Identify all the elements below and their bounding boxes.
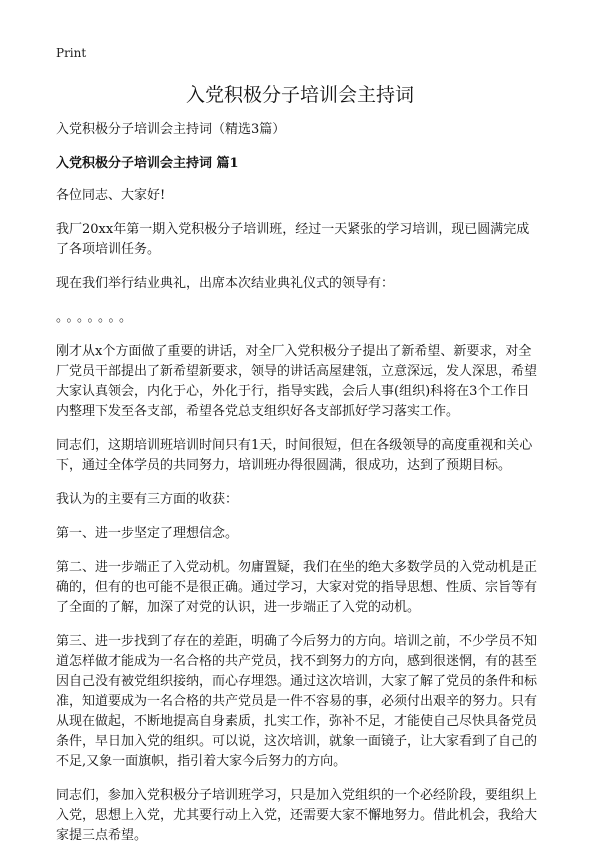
paragraph-speech: 刚才从x个方面做了重要的讲话，对全厂入党积极分子提出了新希望、新要求，对全厂党员干部提出了新希望新要求，领导的讲话高屋建瓴，立意深远，发人深思，希望大家认真领会，内化于心，外化于行，指导实践，会后人事(组织)科将在3个工作日内整理下发至各支部，希望各党总支组织好各支部抓好学习落实工作。 — [56, 344, 538, 419]
print-link[interactable]: Print — [56, 46, 87, 60]
document-body — [56, 120, 542, 860]
paragraph-gains-intro: 我认为的主要有三方面的收获： — [56, 492, 239, 507]
paragraph-closing: 同志们，参加入党积极分子培训班学习，只是加入党组织的一个必经阶段，要组织上入党，思想上入党，尤其要行动上入党，还需要大家不懈地努力。借此机会，我给大家提三点希望。 — [56, 788, 538, 843]
paragraph-greeting: 各位同志、大家好! — [56, 188, 166, 203]
paragraph-gain-2: 第二、进一步端正了入党动机。勿庸置疑，我们在坐的绝大多数学员的入党动机是正确的，但有的也可能不是很正确。通过学习，大家对党的指导思想、性质、宗旨等有了全面的了解，加深了对党的认识，进一步端正了入党的动机。 — [56, 560, 538, 615]
paragraph-gain-3: 第三、进一步找到了存在的差距，明确了今后努力的方向。培训之前，不少学员不知道怎样做才能成为一名合格的共产党员，找不到努力的方向，感到很迷惘，有的甚至因自己没有被党组织接纳，而心存埋怨。通过这次培训，大家了解了党员的条件和标准，知道要成为一名合格的共产党员是一件不容易的事，必须付出艰辛的努力。只有从现在做起，不断地提高自身素质，扎实工作，弥补不足，才能使自己尽快具备党员条件，早日加入党的组织。可以说，这次培训，就象一面镜子，让大家看到了自己的不足,又象一面旗帜，指引着大家今后努力的方向。 — [56, 634, 538, 769]
paragraph-placeholder-dots: 。。。。。。。 — [56, 310, 137, 325]
document-subtitle: 入党积极分子培训会主持词（精选3篇） — [56, 122, 286, 137]
paragraph-gain-1: 第一、进一步坚定了理想信念。 — [56, 526, 239, 541]
paragraph-training-summary: 同志们，这期培训班培训时间只有1天，时间很短，但在各级领导的高度重视和关心下，通过全体学员的共同努力，培训班办得很圆满，很成功，达到了预期目标。 — [56, 438, 533, 473]
document-title: 入党积极分子培训会主持词 — [185, 84, 414, 106]
paragraph-intro: 我厂20xx年第一期入党积极分子培训班，经过一天紧张的学习培训，现已圆满完成了各项培训任务。 — [56, 222, 530, 257]
section-heading: 入党积极分子培训会主持词 篇1 — [56, 156, 239, 171]
paragraph-ceremony: 现在我们举行结业典礼，出席本次结业典礼仪式的领导有： — [56, 276, 395, 291]
